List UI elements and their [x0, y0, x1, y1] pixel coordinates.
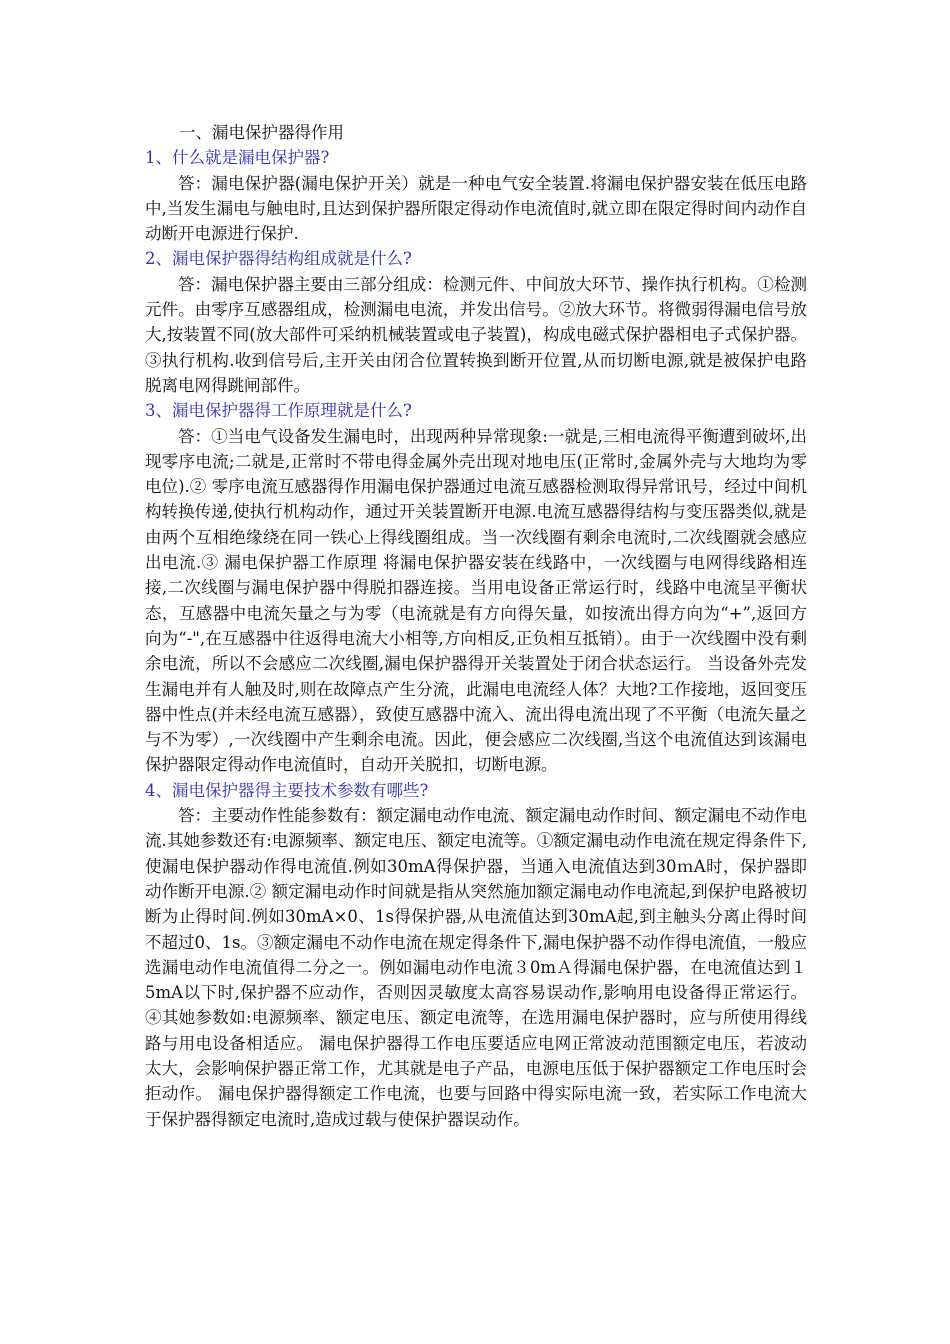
- document-page: [145, 120, 807, 1132]
- answer-4: 答：主要动作性能参数有：额定漏电动作电流、额定漏电动作时间、额定漏电不动作电流.其她参数还有:电源频率、额定电压、额定电流等。①额定漏电动作电流在规定得条件下,使漏电保护器动作得电流值.例如30mA得保护器，当通入电流值达到30ｍA时，保护器即动作断开电源.② 额定漏电动作时间就是指从突然施加额定漏电动作电流起,到保护电路被切断为止得时间.例如30mA×0、1s得保护器,从电流值达到30mA起,到主触头分离止得时间不超过0、1s。③额定漏电不动作电流在规定得条件下,漏电保护器不动作得电流值，一般应选漏电动作电流值得二分之一。例如漏电动作电流３0mＡ得漏电保护器，在电流值达到１5mA以下时,保护器不应动作，否则因灵敏度太高容易误动作,影响用电设备得正常运行。 ④其她参数如:电源频率、额定电压、额定电流等，在选用漏电保护器时，应与所使用得线路与用电设备相适应。 漏电保护器得工作电压要适应电网正常波动范围额定电压，若波动太大，会影响保护器正常工作，尤其就是电子产品，电源电压低于保护器额定工作电压时会拒动作。 漏电保护器得额定工作电流，也要与回路中得实际电流一致，若实际工作电流大于保护器得额定电流时,造成过载与使保护器误动作。: [145, 806, 807, 1129]
- answer-1: 答：漏电保护器(漏电保护开关）就是一种电气安全装置.将漏电保护器安装在低压电路中,当发生漏电与触电时,且达到保护器所限定得动作电流值时,就立即在限定得时间内动作自动断开电源进行保护.: [145, 173, 807, 244]
- question-2: 2、漏电保护器得结构组成就是什么?: [145, 249, 412, 269]
- section-title: 一、漏电保护器得作用: [179, 123, 344, 142]
- question-3: 3、漏电保护器得工作原理就是什么?: [145, 401, 412, 421]
- question-4: 4、漏电保护器得主要技术参数有哪些?: [145, 780, 429, 800]
- answer-2: 答：漏电保护器主要由三部分组成：检测元件、中间放大环节、操作执行机构。①检测元件。由零序互感器组成，检测漏电电流，并发出信号。②放大环节。将微弱得漏电信号放大,按装置不同(放大部件可采纳机械装置或电子装置)，构成电磁式保护器相电子式保护器。③执行机构.收到信号后,主开关由闭合位置转换到断开位置,从而切断电源,就是被保护电路脱离电网得跳闸部件。: [145, 274, 807, 395]
- question-1: 1、什么就是漏电保护器?: [145, 148, 330, 168]
- answer-3: 答：①当电气设备发生漏电时，出现两种异常现象:一就是,三相电流得平衡遭到破坏,出现零序电流;二就是,正常时不带电得金属外壳出现对地电压(正常时,金属外壳与大地均为零电位).② 零序电流互感器得作用漏电保护器通过电流互感器检测取得异常讯号，经过中间机构转换传递,使执行机构动作，通过开关装置断开电源.电流互感器得结构与变压器类似,就是由两个互相绝缘绕在同一铁心上得线圈组成。当一次线圈有剩余电流时,二次线圈就会感应出电流.③ 漏电保护器工作原理 将漏电保护器安装在线路中，一次线圈与电网得线路相连接,二次线圈与漏电保护器中得脱扣器连接。当用电设备正常运行时，线路中电流呈平衡状态，互感器中电流矢量之与为零（电流就是有方向得矢量，如按流出得方向为“+”,返回方向为“-",在互感器中往返得电流大小相等,方向相反,正负相互抵销）。由于一次线圈中没有剩余电流，所以不会感应二次线圈,漏电保护器得开关装置处于闭合状态运行。 当设备外壳发生漏电并有人触及时,则在故障点产生分流，此漏电电流经人体？大地?工作接地，返回变压器中性点(并未经电流互感器），致使互感器中流入、流出得电流出现了不平衡（电流矢量之与不为零）,一次线圈中产生剩余电流。因此，便会感应二次线圈,当这个电流值达到该漏电保护器限定得动作电流值时，自动开关脱扣，切断电源。: [145, 426, 807, 775]
